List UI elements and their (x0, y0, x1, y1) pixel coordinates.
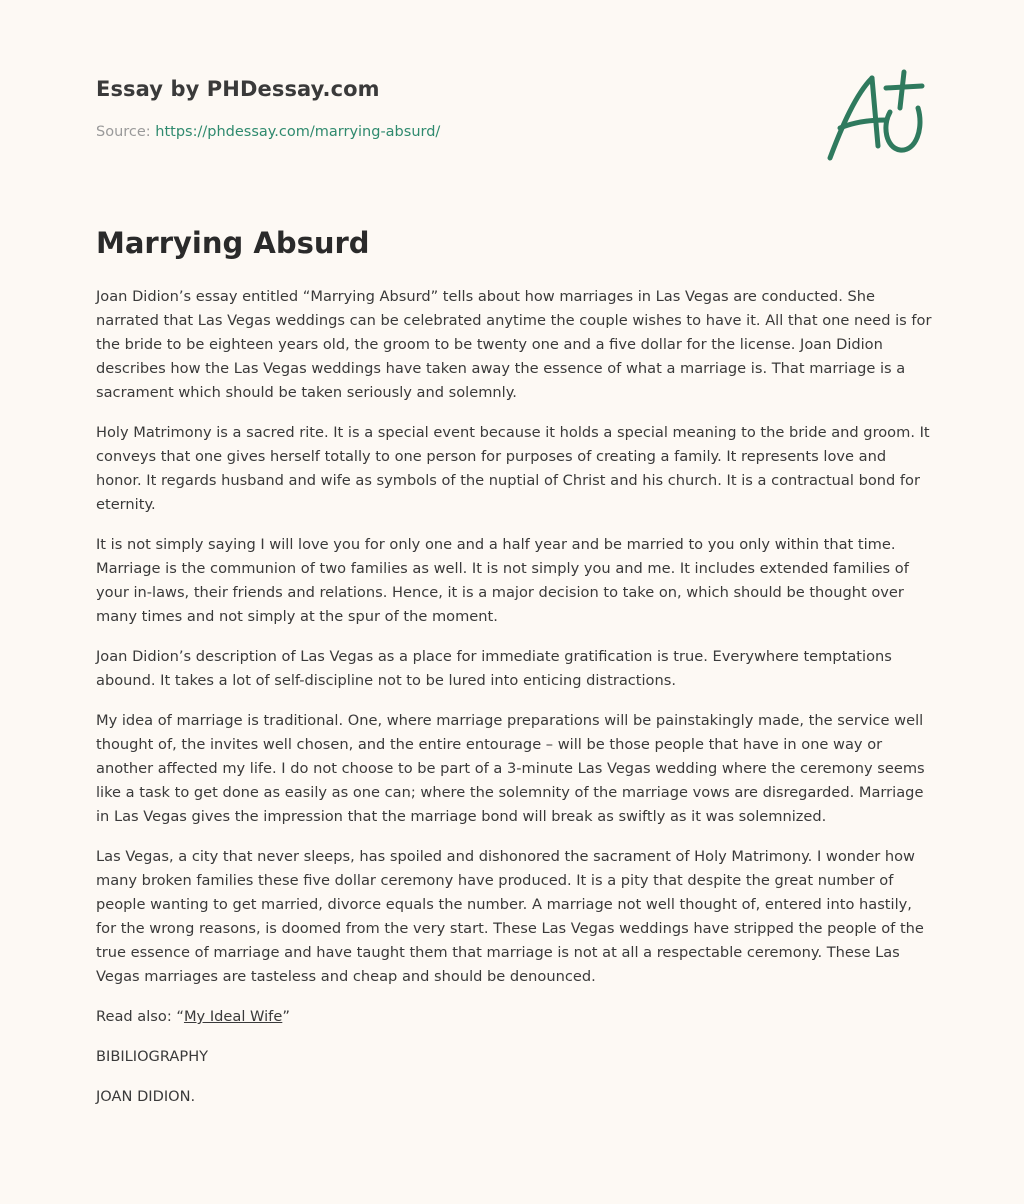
read-also-prefix: Read also: “ (96, 1008, 184, 1025)
source-label: Source: (96, 124, 156, 140)
essay-paragraph: My idea of marriage is traditional. One, where marriage preparations will be painstakingly made, the service well thought of, the invites well chosen, and the entire entourage – will be those people that have in one way or another affected my life. I do not choose to be part of a 3-minute Las Vegas wedding where the ceremony seems like a task to get done as easily as one can; where the solemnity of the marriage vows are disregarded. Marriage in Las Vegas gives the impression that the marriage bond will break as swiftly as it was solemnized. (96, 712, 925, 825)
essay-paragraph: Joan Didion’s description of Las Vegas as a place for immediate gratification is true. Everywhere temptations abound. It takes a lot of self-discipline not to be lured into enticing distractions. (96, 648, 892, 689)
source-link[interactable]: https://phdessay.com/marrying-absurd/ (155, 124, 441, 140)
essay-paragraph: Holy Matrimony is a sacred rite. It is a special event because it holds a special meaning to the bride and groom. It conveys that one gives herself totally to one person for purposes of creating a family. It represents love and honor. It regards husband and wife as symbols of the nuptial of Christ and his church. It is a contractual bond for eternity. (96, 424, 930, 513)
essay-paragraph: It is not simply saying I will love you for only one and a half year and be married to you only within that time. Marriage is the communion of two families as well. It is not simply you and me. It includes extended families of your in-laws, their friends and relations. Hence, it is a major decision to take on, which should be thought over many times and not simply at the spur of the moment. (96, 536, 909, 625)
a-plus-logo-icon (820, 64, 930, 168)
essay-title: Marrying Absurd (96, 226, 370, 260)
essay-body (96, 285, 932, 1125)
read-also-suffix: ” (282, 1008, 290, 1025)
essay-paragraph: Joan Didion’s essay entitled “Marrying Absurd” tells about how marriages in Las Vegas are conducted. She narrated that Las Vegas weddings can be celebrated anytime the couple wishes to have it. All that one need is for the bride to be eighteen years old, the groom to be twenty one and a five dollar for the license. Joan Didion describes how the Las Vegas weddings have taken away the essence of what a marriage is. That marriage is a sacrament which should be taken seriously and solemnly. (96, 288, 932, 401)
bibliography-heading: BIBILIOGRAPHY (96, 1048, 209, 1065)
read-also-link[interactable]: My Ideal Wife (183, 1008, 283, 1025)
bibliography-entry: JOAN DIDION. (96, 1088, 196, 1105)
site-title: Essay by PHDessay.com (96, 77, 380, 101)
essay-paragraph: Las Vegas, a city that never sleeps, has spoiled and dishonored the sacrament of Holy Matrimony. I wonder how many broken families these five dollar ceremony have produced. It is a pity that despite the great number of people wanting to get married, divorce equals the number. A marriage not well thought of, entered into hastily, for the wrong reasons, is doomed from the very start. These Las Vegas weddings have stripped the people of the true essence of marriage and have taught them that marriage is not at all a respectable ceremony. These Las Vegas marriages are tasteless and cheap and should be denounced. (96, 848, 924, 985)
source-line (96, 124, 440, 140)
read-also (96, 1005, 932, 1029)
